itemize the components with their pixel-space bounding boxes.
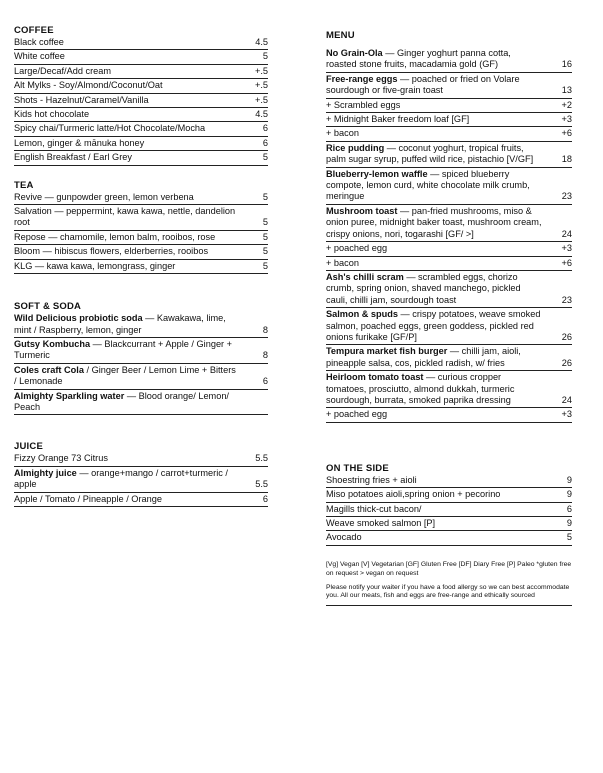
item-description: Shots - Hazelnut/Caramel/Vanilla [14,94,149,105]
item-price: 24 [561,394,572,405]
item-price: +.5 [254,65,268,76]
item-description: Shoestring fries + aioli [326,474,417,485]
menu-item-row [326,271,572,308]
section-title-on-the-side: ON THE SIDE [326,462,389,474]
menu-item-row [326,73,572,99]
menu-item-row [326,517,572,531]
item-detail: — Blackcurrant + Apple / Ginger + Turmeric [14,338,233,361]
menu-item-row [14,122,268,136]
item-description: Revive — gunpowder green, lemon verbena [14,191,194,202]
menu-item-row [326,205,572,242]
section-title-juice: JUICE [14,441,43,453]
menu-item-row [326,142,572,168]
side-section [326,463,572,546]
menu-item-row [326,345,572,371]
menu-item-row [14,94,268,108]
item-price: 5 [262,51,268,62]
coffee-list [14,36,268,166]
item-description: Lemon, ginger & mānuka honey [14,137,145,148]
menu-item-row [14,205,268,231]
item-name: No Grain-Ola [326,48,383,58]
item-description [14,313,248,336]
dietary-legend: [Vg] Vegan [V] Vegetarian [GF] Gluten Free [DF] Diary Free [P] Paleo *gluten free on request > vegan on request [326,560,572,577]
item-detail: — scrambled eggs, chorizo crumb, spring onion, shaved manchego, pickled cauli, chilli jam, sourdough toast [326,271,521,305]
item-description [326,143,552,166]
menu-item-row [326,99,572,113]
menu-item-row [14,65,268,79]
side-list [326,474,572,546]
item-description [326,114,552,125]
menu-item-row [326,474,572,488]
section-title-menu: MENU [326,30,355,41]
item-name: Blueberry-lemon waffle [326,168,428,179]
item-name: Gutsy Kombucha [14,338,91,349]
item-detail: — poached or fried on Volare sourdough or five-grain toast [326,73,520,96]
item-detail: + bacon [326,128,359,139]
item-price: 13 [561,85,572,96]
item-description [14,494,248,505]
item-price: 16 [561,59,572,70]
item-description [14,453,248,464]
item-description [326,128,552,139]
menu-item-row [14,36,268,50]
menu-item-row [14,390,268,416]
item-detail: — Blood orange/ Lemon/ Peach [14,390,229,412]
item-price: 5 [262,152,268,163]
item-price: 9 [566,489,572,500]
item-name: Free-range eggs [326,73,398,84]
menu-item-row [326,531,572,545]
item-price: 6 [262,376,268,387]
item-description [14,391,248,414]
item-description [326,169,552,203]
item-price: +.5 [254,80,268,91]
item-name: Ash's chilli scram [326,271,404,282]
allergy-notice: Please notify your waiter if you have a food allergy so we can best accommodate you. All our meats, fish and eggs are free-range and ethically sourced [326,584,572,606]
item-name: Tempura market fish burger [326,346,448,357]
left-column [14,25,268,507]
menu-item-row [14,493,268,507]
item-price: +3 [561,243,572,254]
item-detail: + poached egg [326,409,388,420]
item-description [326,309,552,343]
item-description [326,243,552,254]
item-name: Wild Delicious probiotic soda [14,313,143,324]
item-price: +3 [561,409,572,420]
tea-list [14,191,268,274]
item-price: 5 [262,217,268,228]
item-description [326,48,552,71]
item-detail: — crispy potatoes, weave smoked salmon, poached eggs, green goddess, pickled red onions furikake [GF/P] [326,309,541,342]
item-price: 18 [561,154,572,165]
item-detail: — pan-fried mushrooms, miso & onion puree, midnight baker toast, mushroom cream, crispy onions, nori, togarashi [GF/ >] [326,205,542,239]
soft-soda-section [14,301,268,415]
item-description [14,339,248,362]
item-price: 8 [262,324,268,335]
item-price: +.5 [254,94,268,105]
item-detail: + poached egg [326,243,388,254]
item-price: 8 [262,350,268,361]
item-price: 5.5 [255,453,268,464]
item-description: Miso potatoes aioli,spring onion + pecorino [326,489,501,500]
item-detail: Apple / Tomato / Pineapple / Orange [14,493,162,504]
section-title-tea: TEA [14,179,34,191]
menu-item-row [14,312,268,338]
item-description: Salvation — peppermint, kawa kawa, nettle, dandelion root [14,206,236,228]
item-description [326,258,552,269]
item-price: 5.5 [255,479,268,490]
item-description: Spicy chai/Turmeric latte/Hot Chocolate/Mocha [14,123,206,134]
item-price: +2 [561,99,572,110]
item-description: Kids hot chocolate [14,109,90,120]
item-description [326,409,552,420]
item-description [326,100,552,111]
item-description: KLG — kawa kawa, lemongrass, ginger [14,260,176,271]
item-description: Weave smoked salmon [P] [326,518,436,528]
item-name: Almighty Sparkling water [14,390,125,401]
item-description [14,365,248,388]
item-description: Avocado [326,532,362,543]
item-description [326,74,552,97]
item-price: 5 [262,246,268,257]
menu-item-row [14,79,268,93]
item-price: 6 [262,137,268,148]
item-price: 4.5 [255,109,268,120]
item-price: 4.5 [255,37,268,47]
item-description: Black coffee [14,37,64,47]
item-detail: — chilli jam, aioli, pineapple salsa, cos, pickled radish, w/ fries [326,346,521,368]
juice-section [14,441,268,507]
menu-item-row [14,50,268,64]
section-title-soft-soda: SOFT & SODA [14,301,82,313]
menu-item-row [14,338,268,364]
item-detail: — Ginger yoghurt panna cotta, roasted stone fruits, macadamia gold (GF) [326,48,511,70]
item-price: 5 [566,532,572,543]
menu-item-row [326,371,572,408]
menu-item-row [14,245,268,259]
item-price: +6 [561,128,572,139]
menu-section [326,30,572,423]
menu-item-row [326,168,572,205]
coffee-section [14,25,268,166]
item-detail: — curious cropper tomatoes, prosciutto, almond dukkah, turmeric sourdough, burrata, smoked paprika dressing [326,372,515,405]
item-price: +3 [561,114,572,125]
item-price: 6 [262,123,268,134]
menu-item-row [14,452,268,466]
juice-list [14,452,268,507]
item-price: 5 [262,191,268,202]
menu-item-row [14,108,268,122]
item-detail: — orange+mango / carrot+turmeric / apple [14,467,228,490]
item-detail: — coconut yoghurt, tropical fruits, palm sugar syrup, puffed wild rice, pistachio [V/GF] [326,142,534,165]
item-description [326,272,552,306]
menu-item-row [326,127,572,141]
item-price: 6 [262,493,268,504]
item-description: White coffee [14,51,65,62]
menu-item-row [14,191,268,205]
item-name: Heirloom tomato toast [326,372,424,383]
item-name: Mushroom toast [326,205,398,216]
menu-item-row [326,257,572,271]
menu-list [326,47,572,423]
item-name: Rice pudding [326,142,385,153]
item-price: 23 [561,294,572,305]
item-description [326,372,552,406]
item-detail: + bacon [326,257,359,268]
item-price: +6 [561,257,572,268]
menu-item-row [14,137,268,151]
item-description: Magills thick-cut bacon/ [326,503,422,514]
item-detail: + Scrambled eggs [326,99,401,110]
item-detail: / Ginger Beer / Lemon Lime + Bitters / Lemonade [14,364,236,387]
item-description: Repose — chamomile, lemon balm, rooibos, rose [14,231,216,242]
menu-item-row [14,231,268,245]
item-description [326,206,552,240]
item-price: 5 [262,231,268,242]
item-description: English Breakfast / Earl Grey [14,152,132,163]
item-price: 23 [561,191,572,202]
item-price: 6 [566,503,572,514]
menu-item-row [326,113,572,127]
item-description: Alt Mylks - Soy/Almond/Coconut/Oat [14,80,163,91]
item-description: Bloom — hibiscus flowers, elderberries, rooibos [14,246,209,257]
item-detail: + Midnight Baker freedom loaf [GF] [326,114,470,125]
item-price: 26 [561,357,572,368]
tea-section [14,180,268,274]
item-price: 24 [561,228,572,239]
menu-item-row [14,260,268,274]
menu-item-row [326,503,572,517]
item-price: 9 [566,474,572,485]
item-name: Coles craft Cola [14,364,84,375]
menu-item-row [14,364,268,390]
item-detail: — Kawakawa, lime, mint / Raspberry, lemon, ginger [14,313,226,335]
item-description [14,468,248,491]
item-detail: Fizzy Orange 73 Citrus [14,453,108,464]
item-description: Large/Decaf/Add cream [14,65,112,76]
item-description [326,346,552,369]
right-column [326,30,572,606]
item-detail: — spiced blueberry compote, lemon curd, white chocolate milk crumb, meringue [326,168,530,202]
soft-soda-list [14,312,268,415]
item-name: Almighty juice [14,467,77,478]
section-title-coffee: COFFEE [14,25,54,36]
menu-item-row [326,308,572,345]
menu-item-row [14,467,268,493]
menu-item-row [14,151,268,165]
item-price: 26 [561,331,572,342]
menu-item-row [326,47,572,73]
menu-item-row [326,488,572,502]
item-price: 5 [262,260,268,271]
menu-item-row [326,242,572,256]
menu-item-row [326,408,572,422]
item-price: 9 [566,518,572,528]
item-name: Salmon & spuds [326,309,398,320]
